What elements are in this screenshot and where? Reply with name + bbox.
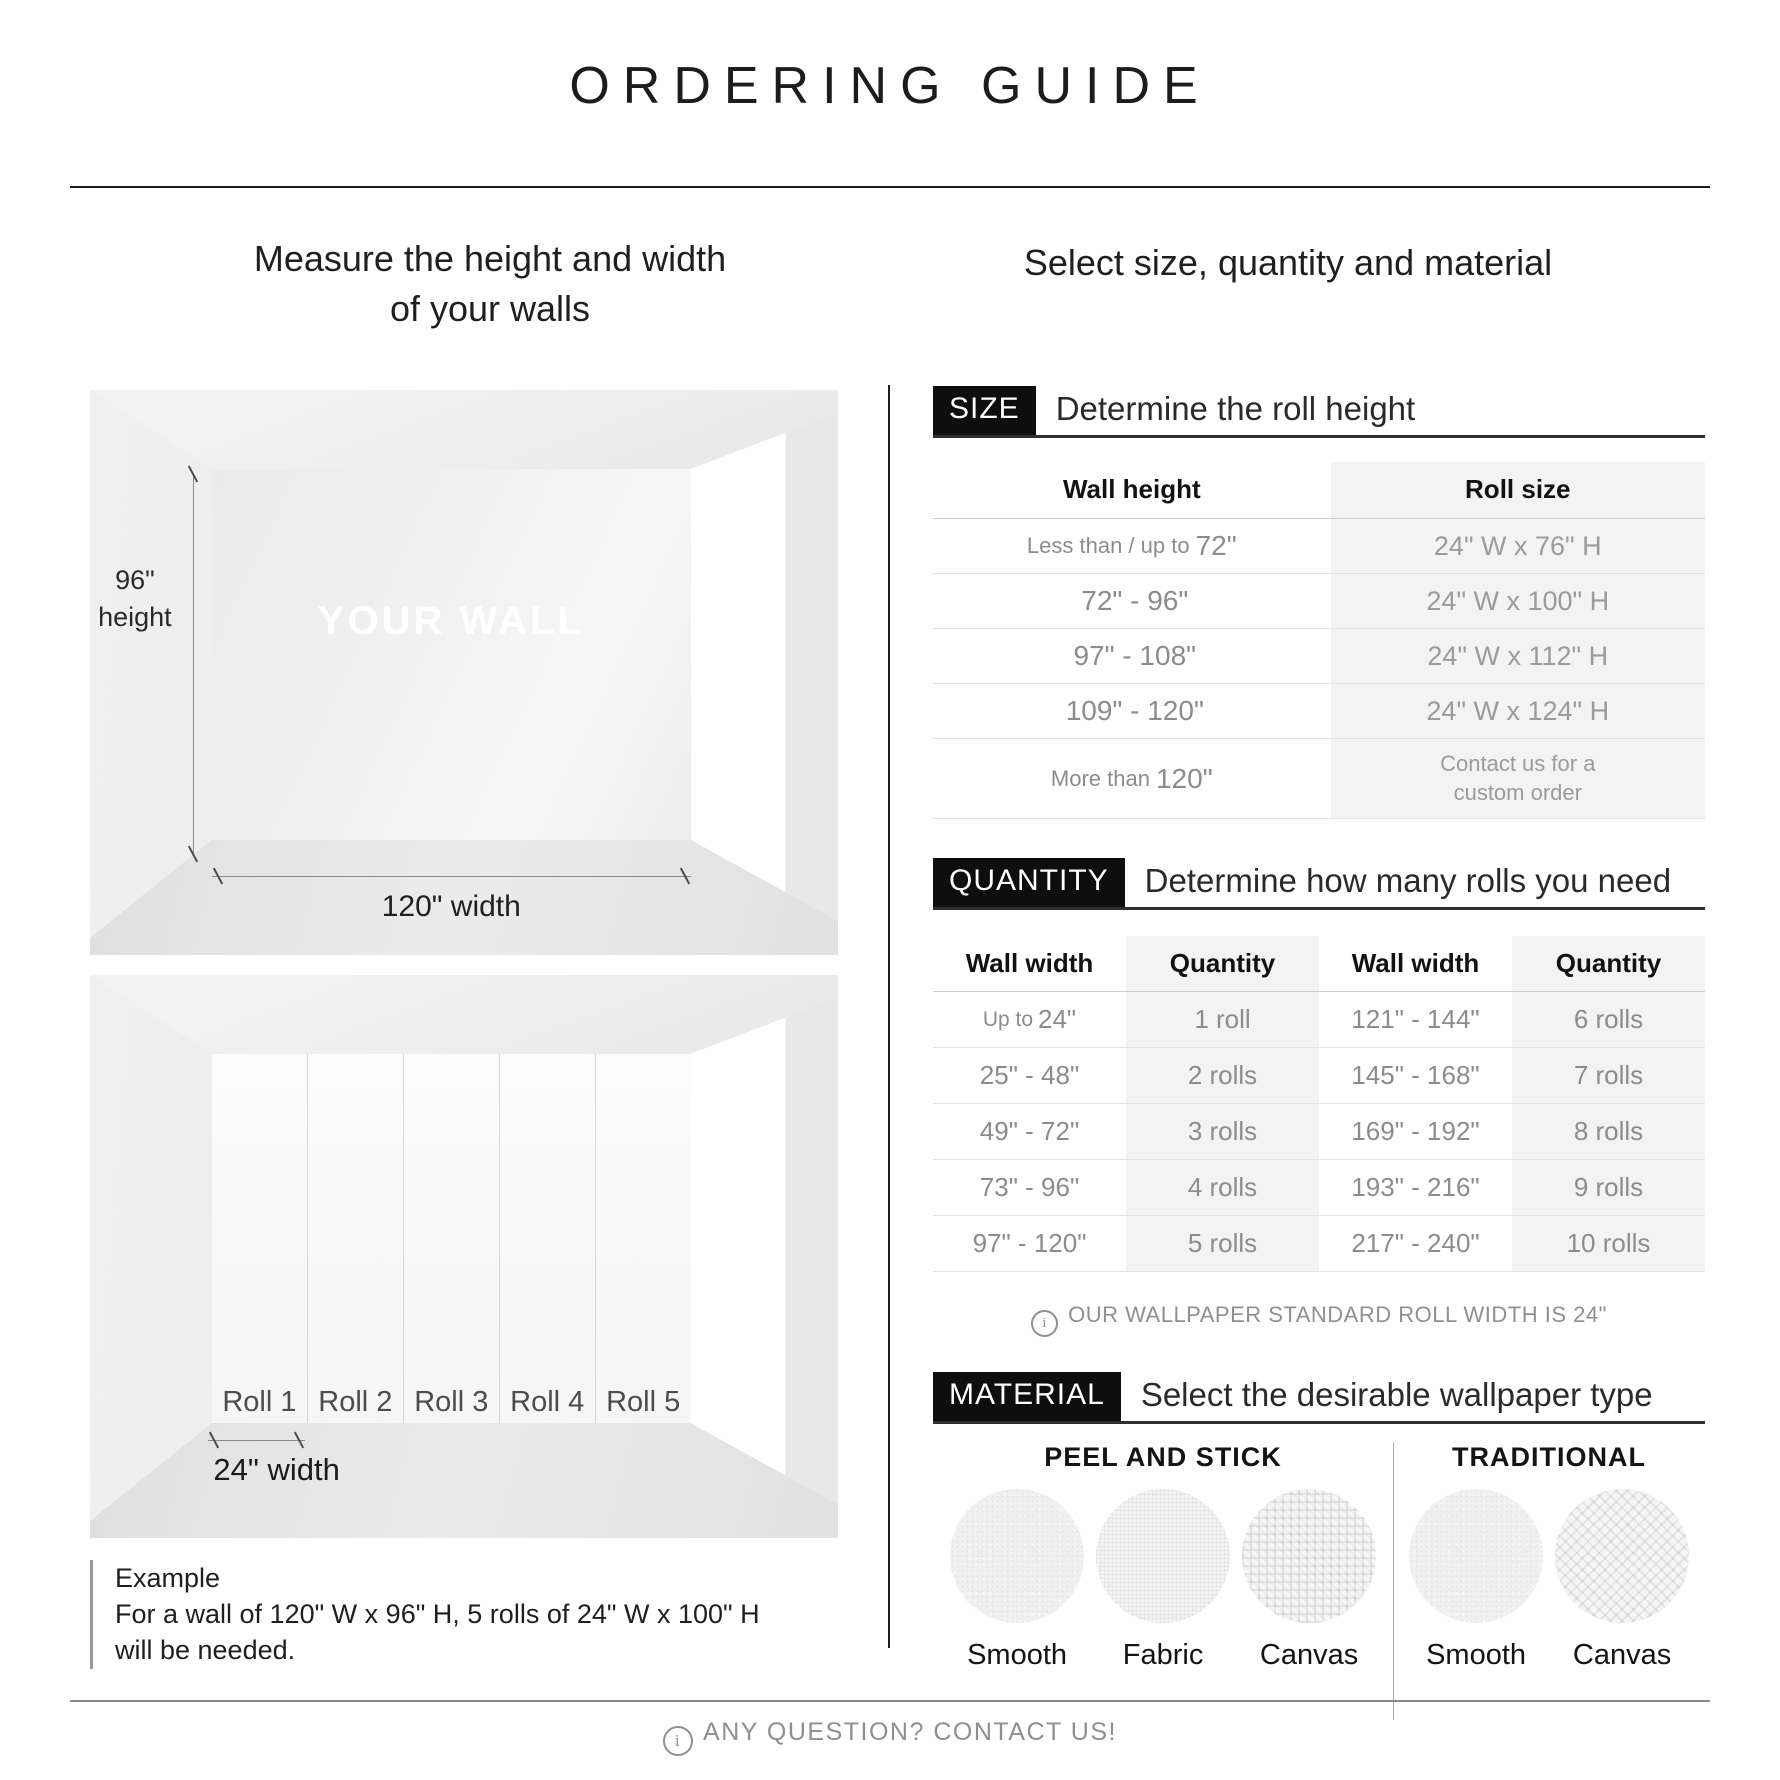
qty-cell: 8 rolls — [1512, 1104, 1705, 1160]
quantity-section-title: Determine how many rolls you need — [1144, 862, 1672, 899]
size-row-roll: 24" W x 100" H — [1331, 574, 1705, 629]
right-column-heading: Select size, quantity and material — [1023, 242, 1553, 283]
qty-cell: 10 rolls — [1512, 1216, 1705, 1272]
size-table — [933, 462, 1705, 819]
swatch-canvas — [1242, 1489, 1376, 1672]
qty-cell: 217" - 240" — [1319, 1216, 1512, 1272]
qty-cell: 6 rolls — [1512, 992, 1705, 1048]
column-divider — [888, 385, 890, 1648]
qty-cell: 5 rolls — [1126, 1216, 1319, 1272]
top-divider — [70, 186, 1710, 188]
qty-cell: 49" - 72" — [933, 1104, 1126, 1160]
size-section-header — [933, 386, 1705, 438]
smooth-texture-swatch — [950, 1489, 1084, 1623]
qty-cell: 97" - 120" — [933, 1216, 1126, 1272]
quantity-section-header — [933, 858, 1705, 910]
page-title: ORDERING GUIDE — [569, 57, 1211, 115]
qty-cell: 25" - 48" — [933, 1048, 1126, 1104]
height-value: 96" — [115, 565, 155, 596]
qty-cell: 3 rolls — [1126, 1104, 1319, 1160]
size-row-roll: Contact us for a custom order — [1331, 739, 1705, 819]
example-block — [90, 1560, 760, 1669]
room-illustration-measure — [90, 390, 838, 955]
room-back-wall — [212, 469, 691, 840]
qty-cell: 1 roll — [1126, 992, 1319, 1048]
qty-cell: 145" - 168" — [1319, 1048, 1512, 1104]
left-heading-line2: of your walls — [389, 287, 591, 329]
footer-divider — [70, 1700, 1710, 1702]
quantity-badge: QUANTITY — [933, 858, 1125, 907]
swatch-smooth — [1409, 1489, 1543, 1672]
roll-panel — [596, 1054, 691, 1423]
qty-cell: 73" - 96" — [933, 1160, 1126, 1216]
example-line1: For a wall of 120" W x 96" H, 5 rolls of 24" W x 100" H — [115, 1599, 760, 1630]
material-section-header — [933, 1372, 1705, 1424]
room-illustration-rolls — [90, 975, 838, 1538]
swatch-name: Smooth — [967, 1639, 1068, 1671]
width-measure-line — [212, 876, 691, 877]
roll-panel — [404, 1054, 500, 1423]
canvas-texture-swatch — [1242, 1489, 1376, 1623]
roll-label: Roll 1 — [222, 1386, 297, 1419]
roll-width-measure-line — [208, 1440, 305, 1441]
roll-label: Roll 2 — [318, 1386, 393, 1419]
canvas-texture-swatch — [1555, 1489, 1689, 1623]
footer-note-text: ANY QUESTION? CONTACT US! — [703, 1718, 1117, 1746]
footer-note — [0, 1718, 1780, 1756]
roll-width-note-text: OUR WALLPAPER STANDARD ROLL WIDTH IS 24" — [1068, 1302, 1607, 1327]
info-icon — [663, 1726, 693, 1756]
material-group-divider — [1393, 1442, 1394, 1720]
swatch-smooth — [950, 1489, 1084, 1672]
size-row-roll: 24" W x 76" H — [1331, 519, 1705, 574]
qty-cell: 9 rolls — [1512, 1160, 1705, 1216]
height-word: height — [98, 601, 172, 632]
roll-label: Roll 3 — [414, 1386, 489, 1419]
your-wall-label: YOUR WALL — [317, 599, 585, 644]
size-badge: SIZE — [933, 386, 1036, 435]
example-title: Example — [115, 1563, 221, 1593]
size-row-roll: 24" W x 112" H — [1331, 629, 1705, 684]
size-section-title: Determine the roll height — [1055, 390, 1416, 427]
left-column-heading — [120, 234, 860, 333]
size-col-roll-size: Roll size — [1331, 462, 1705, 519]
height-measure-line — [193, 475, 194, 854]
qty-cell: 193" - 216" — [1319, 1160, 1512, 1216]
height-label — [90, 562, 187, 635]
roll-label: Roll 5 — [606, 1386, 681, 1419]
material-groups — [933, 1442, 1705, 1672]
swatch-row — [950, 1489, 1376, 1672]
traditional-label: TRADITIONAL — [1452, 1442, 1647, 1472]
roll-panel — [212, 1054, 308, 1423]
material-badge: MATERIAL — [933, 1372, 1121, 1421]
roll-label: Roll 4 — [510, 1386, 585, 1419]
roll-panel — [500, 1054, 596, 1423]
size-row-wall: 72" - 96" — [933, 574, 1331, 629]
smooth-texture-swatch — [1409, 1489, 1543, 1623]
roll-panels — [212, 1054, 691, 1423]
material-section-title: Select the desirable wallpaper type — [1140, 1376, 1653, 1413]
size-row-wall: 109" - 120" — [933, 684, 1331, 739]
peel-and-stick-label: PEEL AND STICK — [1044, 1442, 1282, 1472]
quantity-section — [933, 858, 1705, 1337]
info-icon — [1031, 1310, 1058, 1337]
qty-col-header: Wall width — [933, 936, 1126, 992]
size-row-wall: Less than / up to 72" — [933, 519, 1331, 574]
qty-col-header: Quantity — [1126, 936, 1319, 992]
size-row-wall: More than 120" — [933, 739, 1331, 819]
size-section — [933, 386, 1705, 819]
qty-cell: 4 rolls — [1126, 1160, 1319, 1216]
swatch-name: Smooth — [1426, 1639, 1527, 1671]
roll-width-note — [933, 1302, 1705, 1337]
swatch-name: Fabric — [1122, 1639, 1204, 1671]
qty-cell: 2 rolls — [1126, 1048, 1319, 1104]
left-heading-line1: Measure the height and width — [253, 238, 727, 279]
qty-cell: 169" - 192" — [1319, 1104, 1512, 1160]
size-row-roll: 24" W x 124" H — [1331, 684, 1705, 739]
swatch-name: Canvas — [1259, 1639, 1359, 1671]
swatch-fabric — [1096, 1489, 1230, 1672]
qty-col-header: Quantity — [1512, 936, 1705, 992]
width-label: 120" width — [381, 890, 521, 924]
size-row-wall: 97" - 108" — [933, 629, 1331, 684]
roll-panel — [308, 1054, 404, 1423]
qty-cell: 121" - 144" — [1319, 992, 1512, 1048]
material-section — [933, 1372, 1705, 1672]
swatch-name: Canvas — [1572, 1639, 1672, 1671]
qty-col-header: Wall width — [1319, 936, 1512, 992]
fabric-texture-swatch — [1096, 1489, 1230, 1623]
swatch-canvas — [1555, 1489, 1689, 1672]
traditional-group — [1393, 1442, 1705, 1672]
qty-cell: 7 rolls — [1512, 1048, 1705, 1104]
size-col-wall-height: Wall height — [933, 462, 1331, 519]
quantity-table — [933, 936, 1705, 1272]
roll-width-label: 24" width — [213, 1452, 340, 1488]
qty-cell: Up to 24" — [933, 992, 1126, 1048]
peel-and-stick-group — [933, 1442, 1393, 1672]
example-line2: will be needed. — [115, 1635, 296, 1666]
swatch-row — [1409, 1489, 1689, 1672]
